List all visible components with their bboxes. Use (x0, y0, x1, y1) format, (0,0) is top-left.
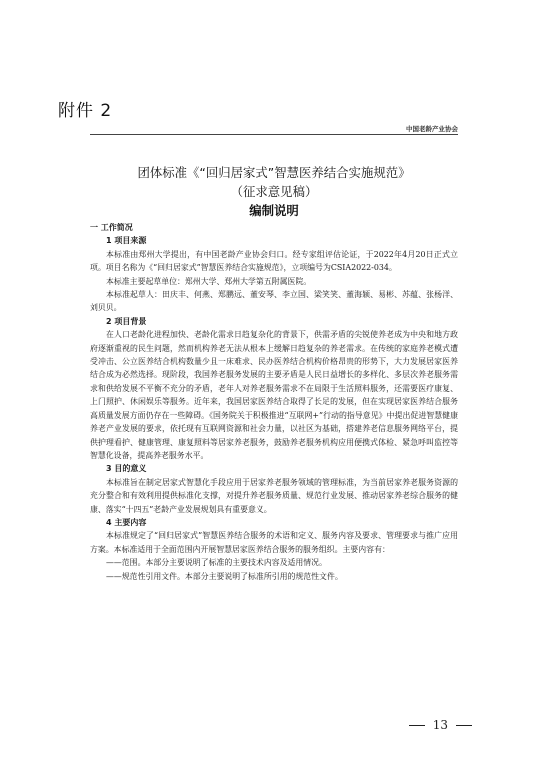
subsection-heading: 4 主要内容 (106, 517, 147, 527)
paragraph: 本标准主要起草单位：郑州大学、郑州大学第五附属医院。 (106, 276, 312, 286)
paragraph: 本标准由郑州大学提出，有中国老龄产业协会归口。经专家组评估论证，于2022年4月20日正式立项。项目名称为《“回归居家式”智慧医养结合实施规范》，立项编号为CSIA2022-034。 (90, 249, 458, 273)
list-item: ——规范性引用文件。本部分主要说明了标准所引用的规范性文件。 (106, 571, 343, 581)
paragraph: 在人口老龄化进程加快、老龄化需求日趋复杂化的背景下，供需矛盾的尖锐使养老成为中央和地方政府逐渐重视的民生问题，然而机构养老无法从根本上缓解日趋复杂的养老需求。在传统的家庭养老模式遭受冲击、公立医养结合机构数量少且一床难求、民办医养结合机构价格昂贵的形势下，大力发展居家医养结合成为必然选择。现阶段，我国养老服务发展的主要矛盾是人民日益增长的多样化、多层次养老服务需求和供给发展不平衡不充分的矛盾，老年人对养老服务需求不在局限于生活照料服务，还需要医疗康复、上门照护、休闲娱乐等服务。近年来，我国居家医养结合取得了长足的发展，但在实现居家医养结合服务高质量发展方面仍存在一些障碍。《国务院关于积极推进“互联网+”行动的指导意见》中提出促进智慧健康养老产业发展的要求，依托现有互联网资源和社会力量，以社区为基础，搭建养老信息服务网络平台，提供护理看护、健康管理、康复照料等居家养老服务，鼓励养老服务机构应用便携式体检、紧急呼叫监控等智慧化设备，提高养老服务水平。 (90, 330, 458, 460)
header-organization: 中国老龄产业协会 (406, 125, 458, 133)
subsection-heading: 1 项目来源 (106, 236, 147, 246)
title-line-draft: （征求意见稿） (230, 184, 318, 199)
dash-right (456, 725, 472, 726)
page-footer (401, 718, 480, 732)
paragraph: 本标准起草人：田庆丰、何燕、郑鹏远、董安琴、李立国、梁笑笑、董海颖、易彬、苏蕴、张杨洋、刘贝贝。 (90, 290, 458, 313)
section-heading: 一 工作简况 (90, 223, 133, 232)
title-line-subtitle: 编制说明 (249, 203, 299, 218)
subsection-heading: 3 目的意义 (106, 464, 147, 474)
page-number: 13 (432, 718, 448, 732)
subsection-heading: 2 项目背景 (106, 316, 147, 326)
paragraph: 本标准规定了“回归居家式”智慧医养结合服务的术语和定义、服务内容及要求、管理要求与推广应用方案。本标准适用于全面范围内开展智慧居家医养结合服务的服务组织。主要内容有： (90, 531, 458, 554)
title-line-main: 团体标准《“回归居家式”智慧医养结合实施规范》 (137, 165, 411, 180)
list-item: ——范围。本部分主要说明了标准的主要技术内容及适用情况。 (106, 558, 327, 568)
document-body (90, 221, 458, 583)
paragraph: 本标准旨在制定居家式智慧化手段应用于居家养老服务领域的管理标准，为当前居家养老服务资源的充分整合和有效利用提供标准化支撑，对提升养老服务质量、规范行业发展、推动居家养老综合服务的健康、落实“十四五”老龄产业发展规划具有重要意义。 (90, 477, 458, 514)
document-title (90, 163, 458, 220)
dash-left (409, 725, 425, 726)
attachment-label: 附件 2 (58, 101, 113, 121)
header-rule (90, 134, 458, 135)
